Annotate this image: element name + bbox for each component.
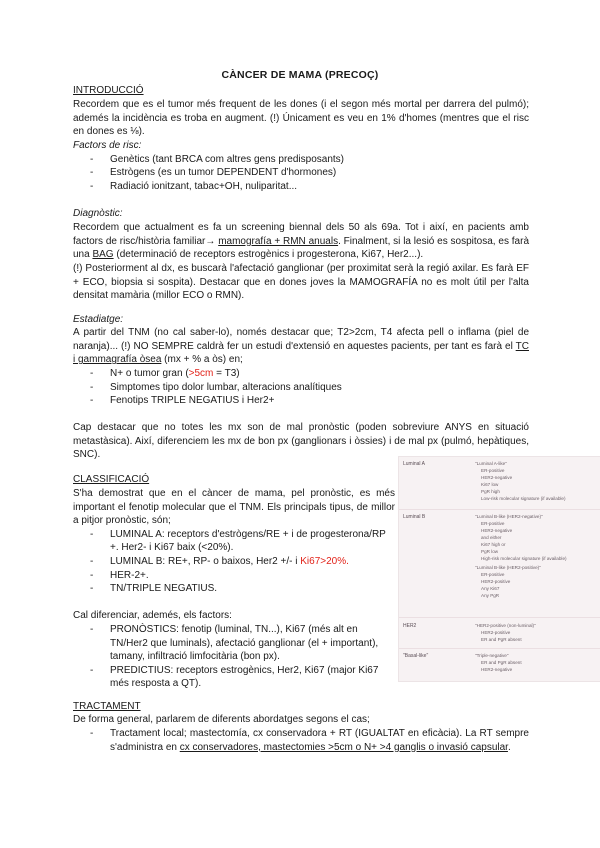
intro-heading: INTRODUCCIÓ <box>73 85 144 96</box>
page-title: CÀNCER DE MAMA (PRECOÇ) <box>221 69 379 81</box>
table-cell: HER2-negative <box>481 528 513 533</box>
table-divider <box>399 648 600 649</box>
diagnosis-heading: Diagnòstic: <box>73 208 123 219</box>
treatment-heading: TRACTAMENT <box>73 701 141 712</box>
table-cell: HER2-negative <box>481 475 513 480</box>
list-item: - N+ o tumor gran (>5cm = T3) <box>90 368 240 379</box>
list-item-continuation: més resposta a QT). <box>110 678 202 689</box>
list-item: - LUMINAL B: RE+, RP- o baixos, Her2 +/- i Ki67>20%. <box>90 556 349 567</box>
staging-paragraph-1: A partir del TNM (no cal saber-lo), només destacar que; T2>2cm, T4 afecta pell o inflama (piel de naranja)... (!) NO SEMPRE caldrà fer un estudi d'extensió en aquestes pacients, per tant es farà el TC i gammagrafía òsea (mx + % a òs) en; <box>73 327 529 366</box>
table-cell: Low-risk molecular signature (if available) <box>481 496 566 501</box>
list-item: - <box>90 728 94 739</box>
treatment-paragraph: De forma general, parlarem de diferents abordatges segons el cas; <box>73 714 370 725</box>
table-cell: ER-positive <box>481 572 505 577</box>
table-cell: "HER2-positive (non-luminal)" <box>475 623 536 628</box>
list-item-continuation: tamany, infiltració limfocitària (bon px). <box>110 651 280 662</box>
table-cell: Any PgR <box>481 593 500 598</box>
table-cell: ER and PgR absent <box>481 637 522 642</box>
table-divider <box>399 509 600 510</box>
list-item: - Simptomes tipo dolor lumbar, alteracions analítiques <box>90 382 342 393</box>
diagnosis-paragraph-1: Recordem que actualment es fa un screening biennal dels 50 als 69a. Tot i així, en pacients amb factors de risc/història familiar→ mamografía + RMN anuals. Finalment, si la lesió es sospitosa, es farà una BAG (determinació de receptors estrogènics i progesterona, Ki67, Her2...). <box>73 222 530 261</box>
table-cell: Ki67 high or <box>481 542 506 547</box>
factors-intro: Cal diferenciar, ademés, els factors: <box>73 610 232 621</box>
list-item: - PREDICTIUS: receptors estrogènics, Her2, Ki67 (major Ki67 <box>90 665 379 676</box>
table-cell: "Luminal A-like" <box>475 461 507 466</box>
table-cell: "Luminal B-like (HER2-positive)" <box>475 565 541 570</box>
risk-factors-heading: Factors de risc: <box>73 140 142 151</box>
table-cell: "Triple-negative" <box>475 653 509 658</box>
table-cell: "Luminal B-like (HER2-negative)" <box>475 514 543 519</box>
table-cell: Ki67 low <box>481 482 499 487</box>
list-item: - TN/TRIPLE NEGATIUS. <box>90 583 218 594</box>
table-cell: PgR low <box>481 549 499 554</box>
classification-paragraph: S'ha demostrat que en el càncer de mama, pel pronòstic, es més important el fenotip molecular que el TNM. Els principals tipus, de millor a pitjor pronòstic, són; <box>73 488 395 527</box>
diagnosis-paragraph-2: (!) Posteriorment al dx, es buscarà l'afectació ganglionar (per proximitat serà la regió axilar. Es farà EF + ECO, biopsia si sospita). Destacar que en dones joves la MAMOGRAFÍA no es molt útil per l'alta densitat mamària (millor ECO o RMN). <box>73 263 529 302</box>
table-cell: Any Ki67 <box>481 586 500 591</box>
table-cell: and either <box>481 535 502 540</box>
list-item-continuation: TN/Her2 que luminals), afectació ganglionar (el + important), <box>110 638 379 649</box>
table-cell: PgR high <box>481 489 500 494</box>
list-item: - LUMINAL A: receptors d'estrògens/RE + i de progesterona/RP <box>90 529 386 540</box>
table-cell: HER2-negative <box>481 667 513 672</box>
table-cell: ER-positive <box>481 468 505 473</box>
list-item: - Genètics (tant BRCA com altres gens predisposants) <box>90 154 344 165</box>
table-row-label: Luminal B <box>403 514 426 520</box>
molecular-classification-table-image <box>398 456 600 682</box>
intro-paragraph: Recordem que es el tumor més frequent de les dones (i el segon més mortal per darrera del pulmó); ademés la incidència es troba en augment. (!) Únicament es veu en 1% d'homes (mentres que el risc en dones es ⅛). <box>73 99 529 138</box>
table-cell: ER-positive <box>481 521 505 526</box>
list-item: - Estrògens (es un tumor DEPENDENT d'hormones) <box>90 167 337 178</box>
list-item: - Radiació ionitzant, tabac+OH, nuliparitat... <box>90 181 298 192</box>
staging-heading: Estadiatge: <box>73 314 124 325</box>
table-divider <box>399 617 600 618</box>
table-row-label: Luminal A <box>403 461 425 467</box>
list-item: - PRONÒSTICS: fenotip (luminal, TN...), Ki67 (més alt en <box>90 624 358 635</box>
classification-heading: CLASSIFICACIÓ <box>73 474 150 485</box>
table-row-label: HER2 <box>403 623 417 629</box>
list-item: - HER-2+. <box>90 570 149 581</box>
table-cell: HER2-positive <box>481 630 511 635</box>
table-cell: HER2-positive <box>481 579 511 584</box>
treatment-item-text: Tractament local; mastectomía, cx conservadora + RT (IGUALTAT en eficàcia). La RT sempre s'administra en cx conservadores, mastectomies >5cm o N+ >4 ganglis o invasió capsular. <box>110 728 529 753</box>
table-row-label: "Basal-like" <box>403 653 429 659</box>
list-item: - Fenotips TRIPLE NEGATIUS i Her2+ <box>90 395 275 406</box>
staging-paragraph-2: Cap destacar que no totes les mx son de mal pronòstic (poden sobreviure ANYS en situació metastàsica). Així, diferenciem les mx de bon px (ganglionars i òssies) i de mal px (pulmó, hepàtiques, SNC). <box>73 422 529 461</box>
table-cell: ER and PgR absent <box>481 660 522 665</box>
table-cell: High-risk molecular signature (if available) <box>481 556 567 561</box>
list-item-continuation: +. Her2- i Ki67 baix (<20%). <box>110 542 234 553</box>
